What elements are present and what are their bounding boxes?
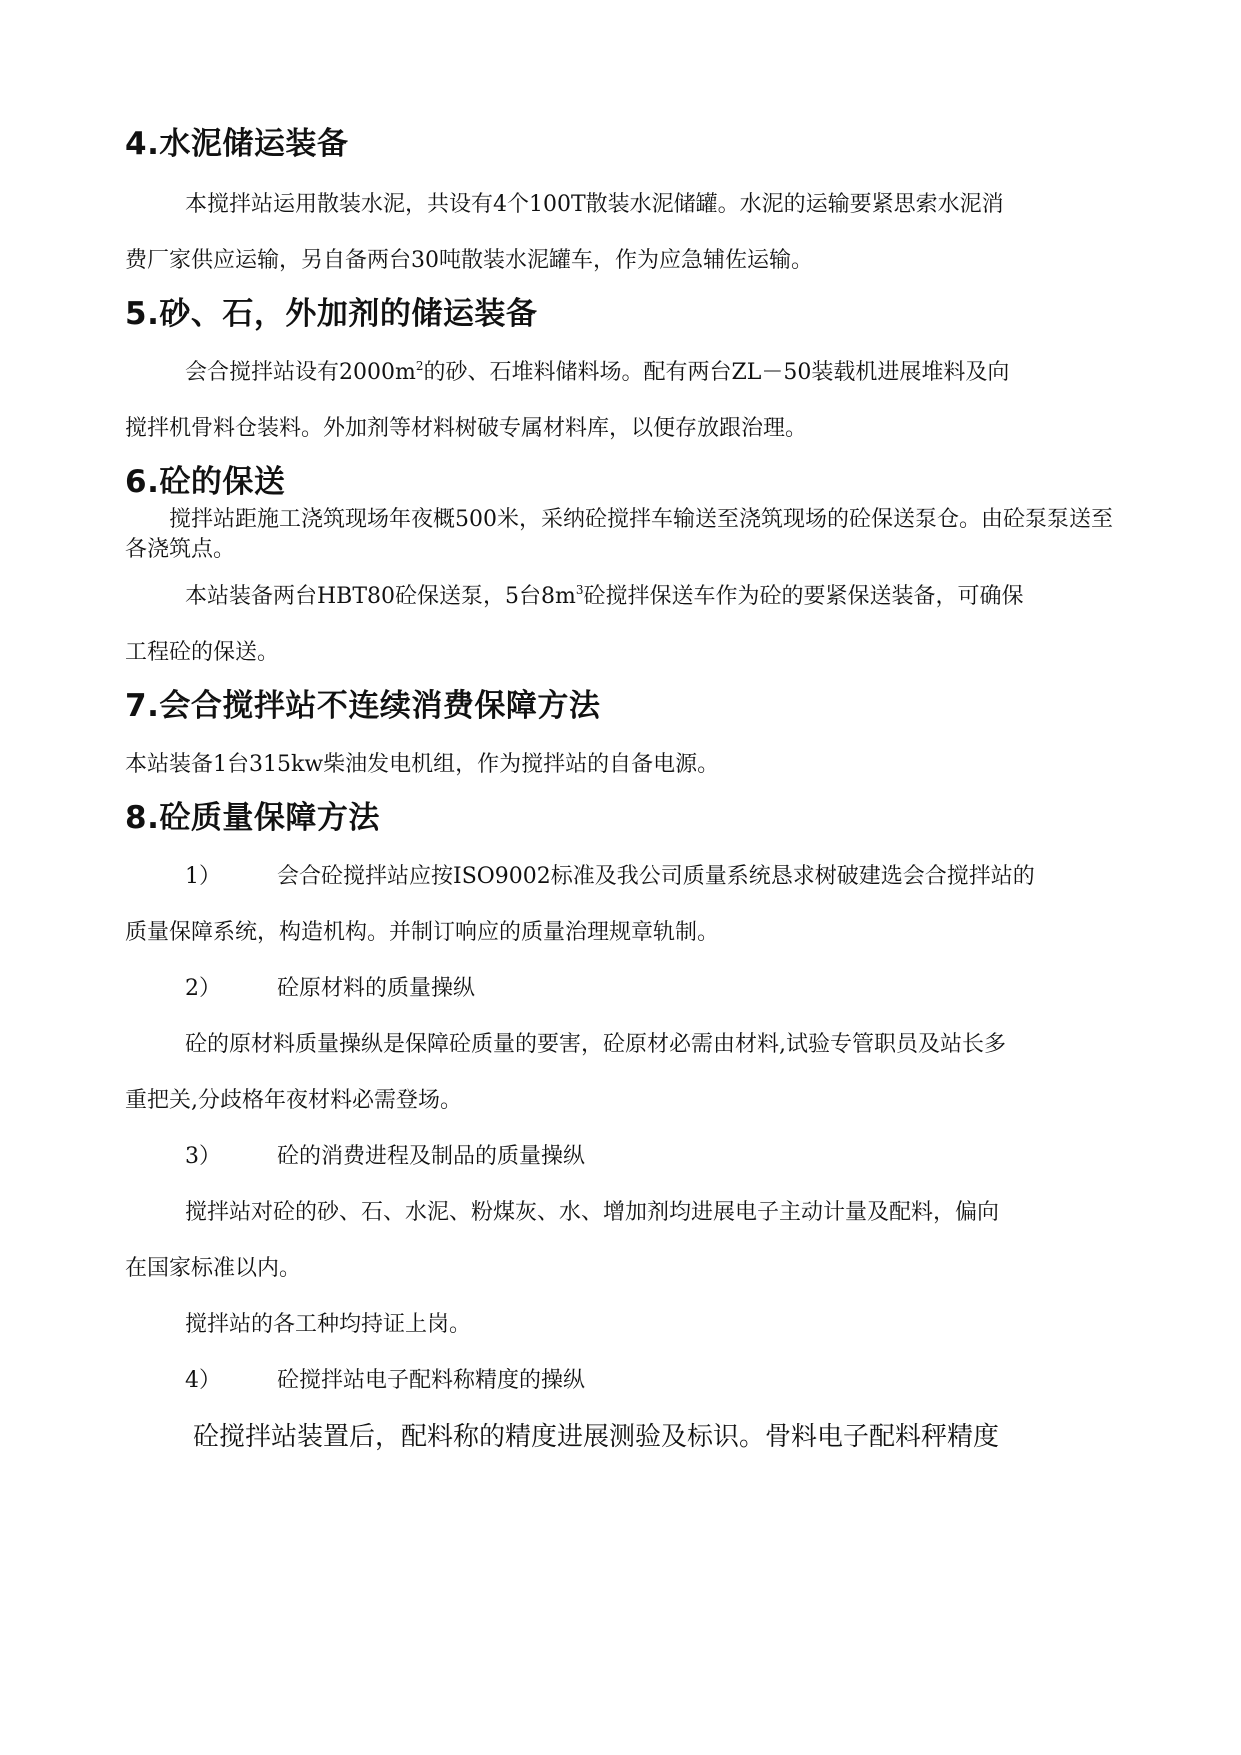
item-3-title-text: 砼的消费进程及制品的质量操纵 bbox=[277, 1144, 586, 1169]
section-7-paragraph: 本站装备1台315kw柴油发电机组，作为搅拌站的自备电源。 bbox=[125, 752, 720, 777]
section-6-text-a: 本站装备两台HBT80砼保送泵，5台8m bbox=[185, 584, 576, 609]
section-5-superscript: 2 bbox=[415, 359, 424, 373]
section-5-text-b: 的砂、石堆料储料场。配有两台ZL－50装载机进展堆料及向 bbox=[423, 360, 1010, 385]
section-5-text-a: 会合搅拌站设有2000m bbox=[185, 360, 416, 385]
section-6-superscript: 3 bbox=[575, 583, 584, 597]
item-2-title-text: 砼原材料的质量操纵 bbox=[277, 976, 476, 1001]
section-6-paragraph-1: 搅拌站距施工浇筑现场年夜概500米，采纳砼搅拌车输送至浇筑现场的砼保送泵仓。由砼泵泵送至各浇筑点。 bbox=[125, 507, 1113, 562]
section-8-item-2-line-2: 重把关,分歧格年夜材料必需登场。 bbox=[125, 1088, 462, 1113]
item-1-number: 1） bbox=[185, 864, 221, 889]
section-8-item-1-line-1 bbox=[125, 862, 1175, 892]
section-5-heading: 5.砂、石，外加剂的储运装备 bbox=[125, 296, 538, 332]
section-5-paragraph-line-2: 搅拌机骨料仓装料。外加剂等材料树破专属材料库，以便存放跟治理。 bbox=[125, 416, 808, 441]
section-8-item-2-line-1: 砼的原材料质量操纵是保障砼质量的要害，砼原材必需由材料,试验专管职员及站长多 bbox=[185, 1032, 1006, 1057]
item-4-title-text: 砼搅拌站电子配料称精度的操纵 bbox=[277, 1368, 586, 1393]
section-4-paragraph-line-1: 本搅拌站运用散装水泥，共设有4个100T散装水泥储罐。水泥的运输要紧思索水泥消 bbox=[185, 192, 1004, 217]
section-5-paragraph-line-1 bbox=[125, 358, 1175, 388]
item-2-number: 2） bbox=[185, 976, 221, 1001]
section-8-item-4-line-1: 砼搅拌站装置后，配料称的精度进展测验及标识。骨料电子配料秤精度 bbox=[193, 1422, 1000, 1452]
section-6-text-b: 砼搅拌保送车作为砼的要紧保送装备，可确保 bbox=[583, 584, 1024, 609]
item-1-text: 会合砼搅拌站应按ISO9002标准及我公司质量系统恳求树破建选会合搅拌站的 bbox=[277, 864, 1035, 889]
section-4-paragraph-line-2: 费厂家供应运输，另自备两台30吨散装水泥罐车，作为应急辅佐运输。 bbox=[125, 248, 813, 273]
section-6-paragraph-2-line-2: 工程砼的保送。 bbox=[125, 640, 280, 665]
section-8-item-3-line-3: 搅拌站的各工种均持证上岗。 bbox=[185, 1312, 472, 1337]
section-8-item-2-title bbox=[125, 974, 1175, 1004]
section-6-heading: 6.砼的保送 bbox=[125, 464, 286, 500]
section-8-item-3-line-2: 在国家标准以内。 bbox=[125, 1256, 302, 1281]
section-4-heading: 4.水泥储运装备 bbox=[125, 126, 349, 162]
section-8-item-1-line-2: 质量保障系统，构造机构。并制订响应的质量治理规章轨制。 bbox=[125, 920, 720, 945]
section-8-heading: 8.砼质量保障方法 bbox=[125, 800, 380, 836]
item-4-number: 4） bbox=[185, 1368, 221, 1393]
section-6-paragraph-2-line-1 bbox=[125, 582, 1175, 612]
section-8-item-3-line-1: 搅拌站对砼的砂、石、水泥、粉煤灰、水、增加剂均进展电子主动计量及配料，偏向 bbox=[185, 1200, 1000, 1225]
section-7-heading: 7.会合搅拌站不连续消费保障方法 bbox=[125, 688, 601, 724]
section-8-item-4-title bbox=[125, 1366, 1175, 1396]
section-8-item-3-title bbox=[125, 1142, 1175, 1172]
item-3-number: 3） bbox=[185, 1144, 221, 1169]
